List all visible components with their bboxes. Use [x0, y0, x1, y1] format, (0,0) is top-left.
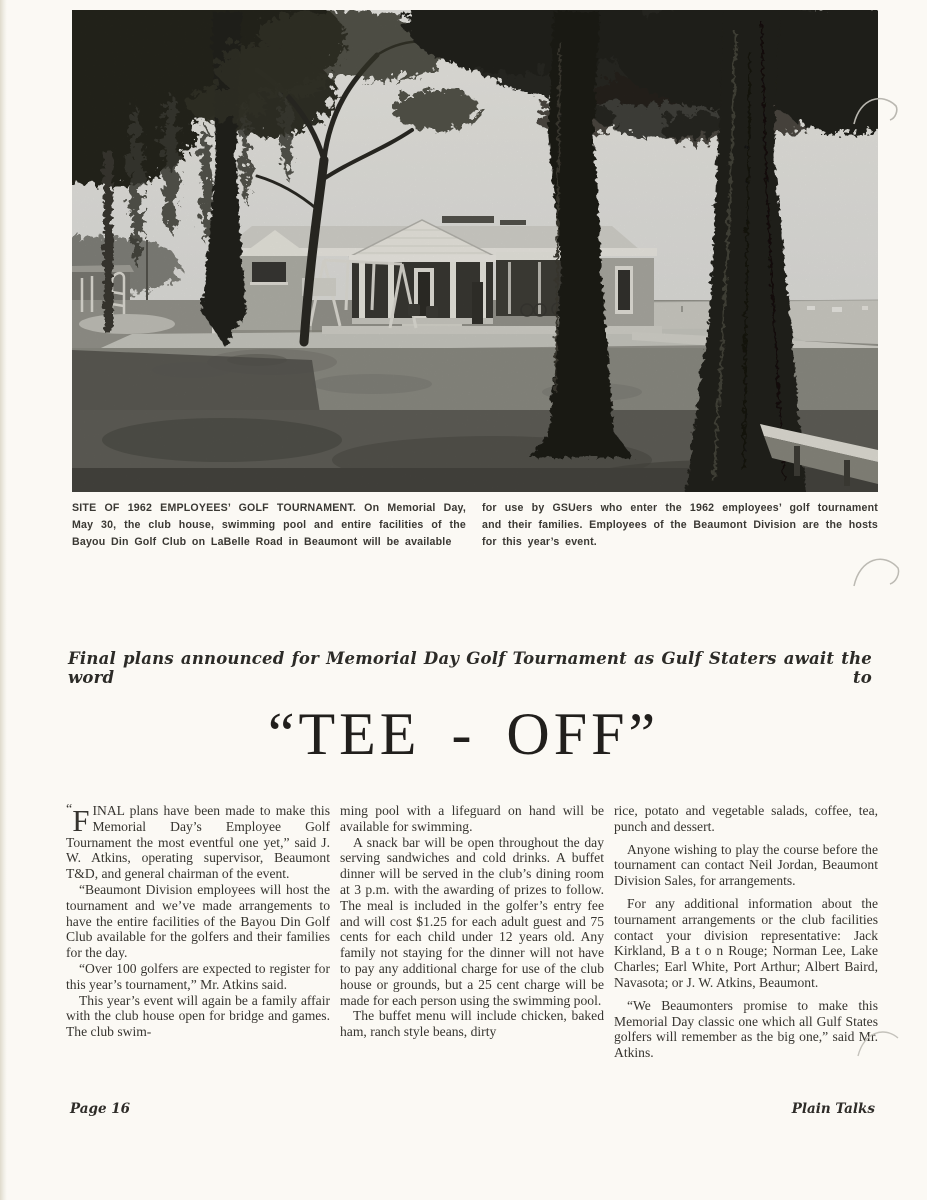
- page-edge-shading: [0, 0, 7, 1200]
- paragraph: A snack bar will be open throughout the day serving sandwiches and cold drinks. A buffet dinner will be served in the club’s dining room at 3 p.m. with the awarding of prizes to follow. The meal is included in the golfer’s entry fee and will cost $1.25 for each adult guest and 75 cents for each child under 12 years old. Any family not staying for the dinner will not have to pay any additional charge for use of the club house or grounds, but a 25 cent charge will be made for each person using the swimming pool.: [340, 834, 604, 1008]
- paragraph: “We Beaumonters promise to make this Memorial Day classic one which all Gulf States golfers will remember as the big one,” said Mr. Atkins.: [614, 997, 878, 1061]
- column-3: [614, 803, 878, 1068]
- article-body: [66, 803, 878, 1068]
- drop-cap: “F: [66, 802, 90, 838]
- golf-club-photo: [72, 10, 878, 492]
- photo-caption-left: SITE OF 1962 EMPLOYEES’ GOLF TOURNAMENT. On Memorial Day, May 30, the club house, swimming pool and entire facilities of the Bayou Din Golf Club on LaBelle Road in Beaumont will be available: [72, 502, 466, 548]
- publication-name: Plain Talks: [791, 1101, 875, 1117]
- paragraph: “Over 100 golfers are expected to register for this year’s tournament,” Mr. Atkins said.: [66, 960, 330, 992]
- photo-scene: [72, 10, 878, 492]
- column-2: [340, 803, 604, 1068]
- photo-caption-right: for use by GSUers who enter the 1962 employees’ golf tournament and their families. Employees of the Beaumont Division are the hosts for this year’s event.: [482, 502, 878, 548]
- column-1: [66, 803, 330, 1068]
- paragraph: rice, potato and vegetable salads, coffee, tea, punch and dessert.: [614, 803, 878, 834]
- article-title: “TEE - OFF”: [267, 701, 660, 767]
- kicker-headline: Final plans announced for Memorial Day Golf Tournament as Gulf Staters await the word to: [68, 649, 872, 687]
- paragraph: For any additional information about the tournament arrangements or the club facilities contact your division representative: Jack Kirkland, B a t o n Rouge; Norman Lee, Lake Charles; Earl White, Port Arthur; Albert Baird, Navasota; or J. W. Atkins, Beaumont.: [614, 895, 878, 990]
- paragraph: This year’s event will again be a family affair with the club house open for bridge and games. The club swim-: [66, 992, 330, 1040]
- paragraph: Anyone wishing to play the course before the tournament can contact Neil Jordan, Beaumont Division Sales, for arrangements.: [614, 841, 878, 889]
- paragraph: [66, 803, 330, 882]
- photo-grain: [72, 10, 878, 492]
- paragraph: The buffet menu will include chicken, baked ham, ranch style beans, dirty: [340, 1008, 604, 1040]
- paragraph: ming pool with a lifeguard on hand will be available for swimming.: [340, 803, 604, 834]
- paragraph-text: INAL plans have been made to make this Memorial Day’s Employee Golf Tournament the most eventful one yet,” said J. W. Atkins, operating supervisor, Beaumont T&D, and general chairman of the event.: [66, 803, 330, 882]
- paragraph: “Beaumont Division employees will host the tournament and we’ve made arrangements to have the entire facilities of the Bayou Din Golf Club available for the golfers and their families for the day.: [66, 881, 330, 961]
- page-curl-mark: [848, 548, 904, 604]
- page-number: Page 16: [70, 1101, 131, 1117]
